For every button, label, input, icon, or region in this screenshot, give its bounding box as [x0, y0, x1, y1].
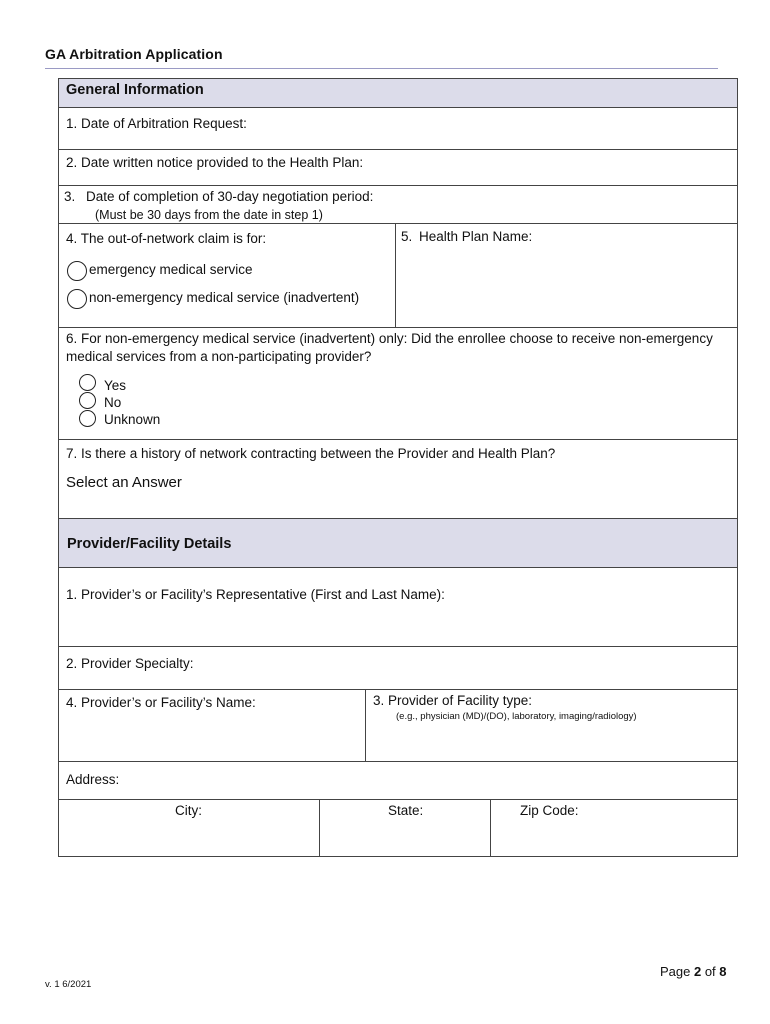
emergency-service-radio[interactable]	[67, 261, 87, 281]
enrollee-choice-no-radio[interactable]	[79, 392, 96, 409]
application-form-table	[58, 78, 738, 857]
enrollee-choice-question	[59, 327, 737, 439]
provider-specialty-field[interactable]	[59, 646, 737, 689]
state-input[interactable]	[324, 822, 486, 852]
negotiation-completion-date-field[interactable]	[59, 185, 737, 223]
general-information-header	[59, 79, 737, 107]
health-plan-name-label: Health Plan Name:	[419, 229, 533, 244]
written-notice-date-field[interactable]	[59, 149, 737, 185]
version-label: v. 1 6/2021	[45, 979, 92, 990]
written-notice-date-label: 2. Date written notice provided to the Health Plan:	[66, 155, 364, 170]
page-number	[660, 964, 727, 979]
facility-name-input[interactable]	[63, 714, 361, 757]
column-divider	[490, 800, 491, 856]
non-emergency-service-radio[interactable]	[67, 289, 87, 309]
city-label: City:	[175, 803, 202, 818]
network-contracting-question	[59, 439, 737, 518]
enrollee-choice-yes-label: Yes	[104, 378, 127, 393]
facility-type-label: 3. Provider of Facility type:	[373, 693, 533, 708]
non-emergency-service-option-label: non-emergency medical service (inadvertent)	[89, 290, 360, 305]
general-information-title: General Information	[66, 82, 204, 98]
enrollee-choice-yes-radio[interactable]	[79, 374, 96, 391]
provider-specialty-label: 2. Provider Specialty:	[66, 656, 194, 671]
provider-facility-header	[59, 518, 737, 567]
address-label: Address:	[66, 772, 120, 787]
emergency-service-option-label: emergency medical service	[89, 262, 253, 277]
page-separator: of	[701, 964, 720, 979]
negotiation-period-note: (Must be 30 days from the date in step 1)	[95, 208, 323, 222]
network-contracting-select[interactable]: Select an Answer	[66, 474, 182, 491]
q5-number: 5.	[401, 229, 413, 244]
claim-type-label: 4. The out-of-network claim is for:	[66, 231, 267, 246]
page-current: 2	[693, 964, 702, 979]
facility-type-note: (e.g., physician (MD)/(DO), laboratory, imaging/radiology)	[396, 711, 637, 722]
enrollee-choice-label-line2: medical services from a non-participating provider?	[66, 349, 372, 364]
provider-facility-title: Provider/Facility Details	[67, 536, 232, 552]
representative-name-label: 1. Provider’s or Facility’s Representative (First and Last Name):	[66, 587, 445, 602]
q3-number: 3.	[64, 189, 76, 204]
zip-code-label: Zip Code:	[520, 803, 579, 818]
negotiation-completion-date-label: Date of completion of 30-day negotiation period:	[86, 189, 374, 204]
arbitration-request-date-field[interactable]	[59, 107, 737, 149]
city-input[interactable]	[63, 822, 315, 852]
column-divider	[365, 690, 366, 761]
health-plan-name-input[interactable]	[399, 248, 733, 323]
claim-type-and-plan-row	[59, 223, 737, 327]
document-title: GA Arbitration Application	[45, 46, 223, 62]
title-divider	[45, 68, 718, 69]
enrollee-choice-unknown-radio[interactable]	[79, 410, 96, 427]
column-divider	[395, 224, 396, 327]
representative-name-field[interactable]	[59, 567, 737, 646]
state-label: State:	[388, 803, 424, 818]
enrollee-choice-no-label: No	[104, 395, 122, 410]
facility-name-label: 4. Provider’s or Facility’s Name:	[66, 695, 256, 710]
facility-name-and-type-row	[59, 689, 737, 761]
facility-type-input[interactable]	[369, 726, 733, 757]
enrollee-choice-label-line1: 6. For non-emergency medical service (inadvertent) only: Did the enrollee choose to receive non-emergency	[66, 331, 713, 346]
arbitration-request-date-label: 1. Date of Arbitration Request:	[66, 116, 247, 131]
network-contracting-label: 7. Is there a history of network contracting between the Provider and Health Plan?	[66, 446, 556, 461]
enrollee-choice-unknown-label: Unknown	[104, 412, 161, 427]
city-state-zip-row	[59, 799, 737, 856]
page-total: 8	[719, 964, 727, 979]
column-divider	[319, 800, 320, 856]
address-field[interactable]	[59, 761, 737, 799]
zip-code-input[interactable]	[495, 822, 733, 852]
page-prefix: Page	[660, 964, 694, 979]
